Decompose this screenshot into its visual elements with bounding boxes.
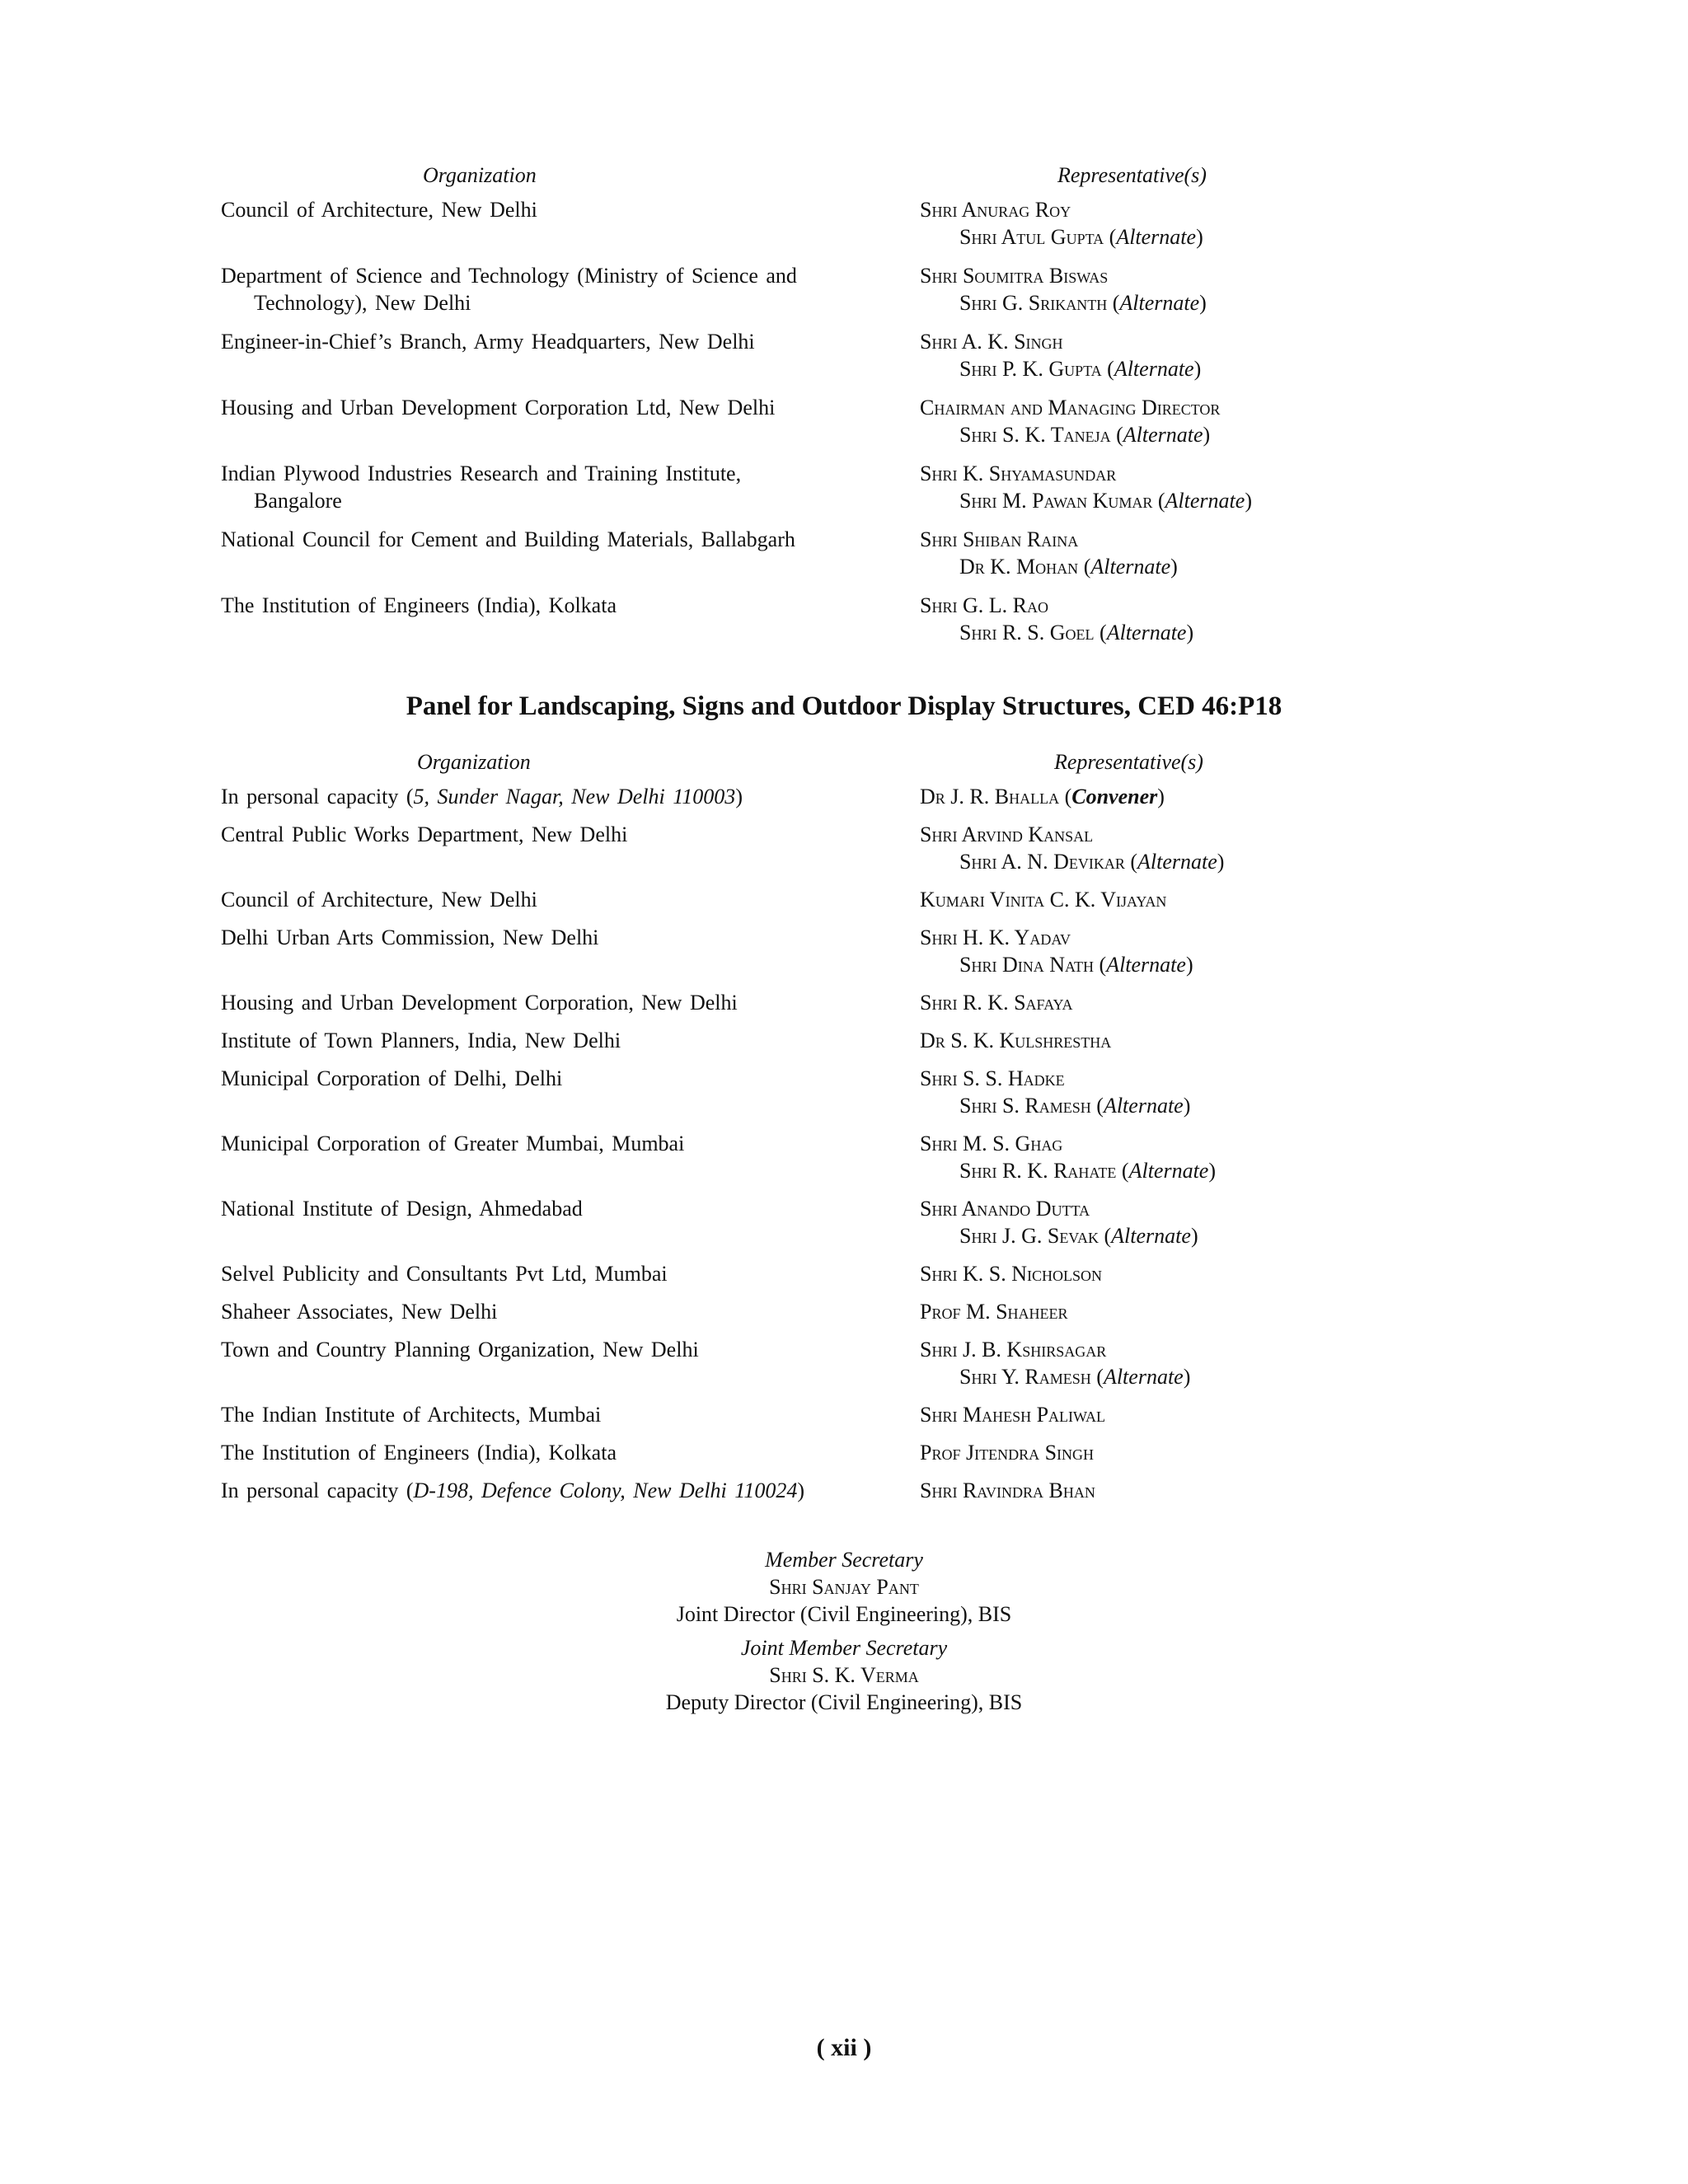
- representative-line: Shri M. Pawan Kumar (Alternate): [959, 489, 1252, 513]
- representatives-cell: [920, 1130, 1474, 1184]
- organization-cell: [221, 196, 920, 251]
- organization-cell: [221, 1195, 920, 1249]
- representative-name: Shri R. K. Safaya: [920, 991, 1073, 1015]
- table-row: [221, 460, 1474, 514]
- representative-line: [920, 989, 1474, 1016]
- representative-role: Alternate: [1111, 1224, 1191, 1248]
- representative-role: Alternate: [1106, 953, 1186, 977]
- representative-name: Shri Anurag Roy: [920, 198, 1071, 222]
- representative-role: Alternate: [1123, 423, 1203, 447]
- representative-line: Shri R. K. Rahate (Alternate): [959, 1159, 1217, 1183]
- representative-name: Shri Atul Gupta: [959, 225, 1104, 249]
- organization-line: Council of Architecture, New Delhi: [221, 888, 537, 912]
- representative-name: Shri S. S. Hadke: [920, 1066, 1065, 1090]
- representatives-cell: [920, 1401, 1474, 1428]
- representative-role: Alternate: [1103, 1365, 1184, 1389]
- joint-member-secretary-title: Deputy Director (Civil Engineering), BIS: [665, 1690, 1023, 1714]
- representatives-cell: [920, 821, 1474, 875]
- representative-line: Shri G. Srikanth (Alternate): [959, 291, 1207, 315]
- representative-line: [920, 262, 1474, 289]
- organization-line: Bangalore: [254, 489, 342, 513]
- organization-cell: [221, 886, 920, 913]
- representatives-column-header: Representative(s): [1054, 750, 1203, 774]
- representative-name: Shri A. K. Singh: [920, 330, 1063, 354]
- page-number: ( xii ): [816, 2034, 872, 2061]
- representative-name: Shri R. K. Rahate: [959, 1159, 1117, 1183]
- joint-member-secretary-label: Joint Member Secretary: [740, 1636, 948, 1660]
- representative-name: Shri Arvind Kansal: [920, 823, 1094, 846]
- representatives-cell: [920, 989, 1474, 1016]
- organization-cell: [221, 1401, 920, 1428]
- representative-name: Shri Anando Dutta: [920, 1197, 1090, 1221]
- table-row: [221, 989, 1474, 1016]
- table-row: [221, 821, 1474, 875]
- organization-prefix: In personal capacity (: [221, 1479, 414, 1502]
- representative-line: Dr K. Mohan (Alternate): [959, 555, 1178, 579]
- organization-line: The Institution of Engineers (India), Kolkata: [221, 593, 617, 617]
- member-secretary-title: Joint Director (Civil Engineering), BIS: [676, 1602, 1012, 1626]
- organization-line: Department of Science and Technology (Ministry of Science and: [221, 264, 797, 288]
- representative-line: [920, 1477, 1474, 1504]
- representative-role: Alternate: [1106, 621, 1187, 644]
- representative-line: Shri P. K. Gupta (Alternate): [959, 357, 1202, 381]
- organization-cell: [221, 526, 920, 580]
- representative-line: Shri A. N. Devikar (Alternate): [959, 850, 1225, 874]
- representative-name: Shri J. G. Sevak: [959, 1224, 1099, 1248]
- table-row: [221, 1027, 1474, 1054]
- representative-name: Shri Shiban Raina: [920, 527, 1079, 551]
- representatives-cell: [920, 924, 1474, 978]
- representative-name: Shri G. L. Rao: [920, 593, 1048, 617]
- representative-name: Shri A. N. Devikar: [959, 850, 1125, 874]
- representatives-cell: [920, 196, 1474, 251]
- member-secretary-label: Member Secretary: [765, 1548, 923, 1572]
- representative-line: [920, 394, 1474, 421]
- organization-cell: [221, 783, 920, 810]
- representatives-cell: [920, 783, 1474, 810]
- table-row: [221, 783, 1474, 810]
- representative-name: Shri M. S. Ghag: [920, 1132, 1063, 1155]
- organization-line: The Institution of Engineers (India), Kolkata: [221, 1441, 617, 1465]
- representatives-cell: [920, 1260, 1474, 1287]
- representative-line: [920, 1401, 1474, 1428]
- organization-cell: [221, 328, 920, 382]
- table-header: [221, 748, 1474, 783]
- table-row: [221, 526, 1474, 580]
- organization-suffix: ): [797, 1479, 805, 1502]
- representative-name: Shri R. S. Goel: [959, 621, 1095, 644]
- table-row: [221, 592, 1474, 646]
- representative-line: Shri J. G. Sevak (Alternate): [959, 1224, 1198, 1248]
- organization-line: National Council for Cement and Building Materials, Ballabgarh: [221, 527, 795, 551]
- table-row: [221, 394, 1474, 448]
- representative-line: [920, 1260, 1474, 1287]
- organization-cell: [221, 1027, 920, 1054]
- representatives-cell: [920, 1439, 1474, 1466]
- representatives-cell: [920, 394, 1474, 448]
- representative-name: Shri S. Ramesh: [959, 1094, 1091, 1118]
- organization-suffix: ): [735, 785, 743, 808]
- representatives-cell: [920, 460, 1474, 514]
- organization-cell: [221, 989, 920, 1016]
- representative-name: Shri P. K. Gupta: [959, 357, 1102, 381]
- organization-cell: [221, 1336, 920, 1390]
- organization-cell: [221, 1298, 920, 1325]
- representative-line: [920, 196, 1474, 223]
- table-row: [221, 1130, 1474, 1184]
- joint-member-secretary-name: Shri S. K. Verma: [769, 1663, 919, 1687]
- representative-line: [920, 1439, 1474, 1466]
- table-row: [221, 886, 1474, 913]
- organization-cell: [221, 821, 920, 875]
- organization-address: D-198, Defence Colony, New Delhi 110024: [413, 1479, 798, 1502]
- representative-name: Shri K. Shyamasundar: [920, 462, 1117, 485]
- organization-cell: [221, 1130, 920, 1184]
- table-row: [221, 328, 1474, 382]
- representative-name: Shri H. K. Yadav: [920, 926, 1071, 949]
- table-row: [221, 1065, 1474, 1119]
- representatives-cell: [920, 1336, 1474, 1390]
- representative-name: Shri S. K. Taneja: [959, 423, 1111, 447]
- representative-line: [920, 592, 1474, 619]
- member-secretary-name: Shri Sanjay Pant: [769, 1575, 919, 1599]
- panel-members-table: [221, 748, 1474, 1515]
- table-row: [221, 1260, 1474, 1287]
- representative-name: Dr J. R. Bhalla: [920, 785, 1060, 808]
- representative-line: Shri S. Ramesh (Alternate): [959, 1094, 1191, 1118]
- representative-line: Shri R. S. Goel (Alternate): [959, 621, 1194, 644]
- representative-name: Dr S. K. Kulshrestha: [920, 1029, 1112, 1052]
- organization-cell: [221, 1439, 920, 1466]
- representative-line: [920, 1195, 1474, 1222]
- representative-name: Shri Soumitra Biswas: [920, 264, 1109, 288]
- organization-cell: [221, 460, 920, 514]
- representative-name: Shri J. B. Kshirsagar: [920, 1338, 1107, 1361]
- organization-cell: [221, 394, 920, 448]
- table-row: [221, 924, 1474, 978]
- organization-line: Indian Plywood Industries Research and Training Institute,: [221, 462, 742, 485]
- representative-name: Shri Y. Ramesh: [959, 1365, 1091, 1389]
- representative-role: Alternate: [1103, 1094, 1184, 1118]
- table-row: [221, 196, 1474, 251]
- secretaries-block: [0, 1546, 1688, 1716]
- representative-role: Convener: [1071, 785, 1158, 808]
- organization-line: Town and Country Planning Organization, New Delhi: [221, 1338, 699, 1361]
- representatives-cell: [920, 592, 1474, 646]
- representative-name: Dr K. Mohan: [959, 555, 1079, 579]
- representative-role: Alternate: [1090, 555, 1171, 579]
- organization-cell: [221, 592, 920, 646]
- representative-line: [920, 924, 1474, 951]
- representative-line: [920, 1130, 1474, 1157]
- representative-line: Shri S. K. Taneja (Alternate): [959, 423, 1211, 447]
- organization-address: 5, Sunder Nagar, New Delhi 110003: [413, 785, 736, 808]
- organization-line: Central Public Works Department, New Delhi: [221, 823, 628, 846]
- representative-name: Shri Dina Nath: [959, 953, 1095, 977]
- representative-line: [920, 1065, 1474, 1092]
- organization-column-header: Organization: [417, 750, 531, 774]
- representative-role: Alternate: [1114, 357, 1194, 381]
- organization-line: Council of Architecture, New Delhi: [221, 198, 537, 222]
- representative-line: [920, 1027, 1474, 1054]
- representative-line: Dr J. R. Bhalla (Convener): [920, 785, 1165, 808]
- organization-prefix: In personal capacity (: [221, 785, 414, 808]
- organization-cell: [221, 924, 920, 978]
- table-body: [221, 196, 1474, 646]
- table-row: [221, 1195, 1474, 1249]
- representative-name: Shri Mahesh Paliwal: [920, 1403, 1106, 1427]
- representatives-cell: [920, 1477, 1474, 1504]
- organization-line: National Institute of Design, Ahmedabad: [221, 1197, 583, 1221]
- representatives-cell: [920, 1065, 1474, 1119]
- organization-line: Engineer-in-Chief’s Branch, Army Headquarters, New Delhi: [221, 330, 755, 354]
- representative-role: Alternate: [1116, 225, 1197, 249]
- representative-line: Shri Atul Gupta (Alternate): [959, 225, 1203, 249]
- representatives-cell: [920, 328, 1474, 382]
- representative-line: [920, 821, 1474, 848]
- organization-cell: [221, 1477, 920, 1504]
- table-body: [221, 783, 1474, 1504]
- representative-line: Shri Dina Nath (Alternate): [959, 953, 1193, 977]
- representative-line: Shri Y. Ramesh (Alternate): [959, 1365, 1191, 1389]
- organization-line: Housing and Urban Development Corporation, New Delhi: [221, 991, 738, 1015]
- representative-role: Alternate: [1119, 291, 1200, 315]
- organization-cell: [221, 1260, 920, 1287]
- representative-name: Shri G. Srikanth: [959, 291, 1108, 315]
- representative-name: Kumari Vinita C. K. Vijayan: [920, 888, 1167, 912]
- representative-line: [920, 328, 1474, 355]
- panel-title: Panel for Landscaping, Signs and Outdoor Display Structures, CED 46:P18: [406, 691, 1282, 721]
- table-row: [221, 1401, 1474, 1428]
- table-row: [221, 262, 1474, 316]
- representatives-cell: [920, 1298, 1474, 1325]
- representative-name: Shri Ravindra Bhan: [920, 1479, 1095, 1502]
- representatives-column-header: Representative(s): [1057, 163, 1207, 187]
- representative-role: Alternate: [1165, 489, 1245, 513]
- table-row: [221, 1298, 1474, 1325]
- representative-line: [920, 526, 1474, 553]
- representatives-cell: [920, 1195, 1474, 1249]
- representative-name: Chairman and Managing Director: [920, 396, 1221, 419]
- committee-members-table: [221, 162, 1474, 658]
- representatives-cell: [920, 262, 1474, 316]
- table-row: [221, 1477, 1474, 1504]
- table-header: [221, 162, 1474, 196]
- representative-line: [920, 1336, 1474, 1363]
- table-row: [221, 1439, 1474, 1466]
- organization-cell: [221, 262, 920, 316]
- organization-line: Municipal Corporation of Greater Mumbai, Mumbai: [221, 1132, 685, 1155]
- representatives-cell: [920, 526, 1474, 580]
- representative-role: Alternate: [1128, 1159, 1209, 1183]
- representative-name: Shri K. S. Nicholson: [920, 1262, 1102, 1286]
- representative-name: Prof M. Shaheer: [920, 1300, 1068, 1324]
- organization-cell: [221, 1065, 920, 1119]
- organization-column-header: Organization: [423, 163, 537, 187]
- organization-line: Technology), New Delhi: [254, 291, 471, 315]
- organization-line: Selvel Publicity and Consultants Pvt Ltd, Mumbai: [221, 1262, 668, 1286]
- representatives-cell: [920, 886, 1474, 913]
- representative-line: [920, 460, 1474, 487]
- organization-line: [221, 783, 910, 810]
- organization-line: Housing and Urban Development Corporation Ltd, New Delhi: [221, 396, 776, 419]
- organization-line: [221, 1477, 910, 1504]
- representative-name: Prof Jitendra Singh: [920, 1441, 1095, 1465]
- organization-line: Municipal Corporation of Delhi, Delhi: [221, 1066, 563, 1090]
- representative-name: Shri M. Pawan Kumar: [959, 489, 1153, 513]
- representative-role: Alternate: [1137, 850, 1217, 874]
- organization-line: Shaheer Associates, New Delhi: [221, 1300, 498, 1324]
- organization-line: Institute of Town Planners, India, New Delhi: [221, 1029, 621, 1052]
- organization-line: Delhi Urban Arts Commission, New Delhi: [221, 926, 599, 949]
- representatives-cell: [920, 1027, 1474, 1054]
- table-row: [221, 1336, 1474, 1390]
- representative-line: [920, 886, 1474, 913]
- organization-line: The Indian Institute of Architects, Mumbai: [221, 1403, 602, 1427]
- representative-line: [920, 1298, 1474, 1325]
